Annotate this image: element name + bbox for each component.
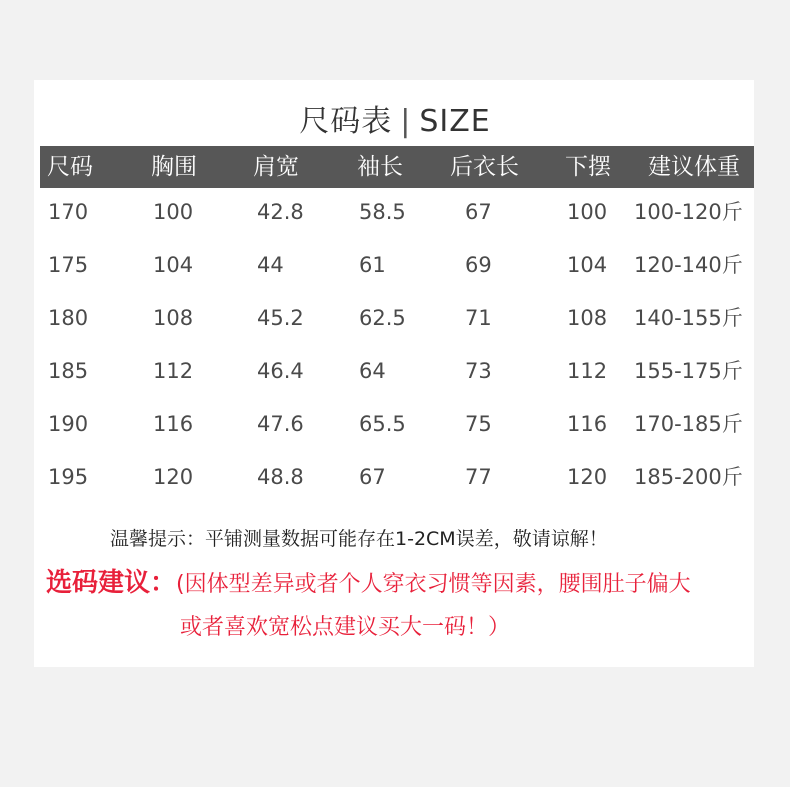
table-cell: 46.4 xyxy=(257,359,304,383)
table-cell: 190 xyxy=(48,412,89,436)
table-cell: 140-155斤 xyxy=(634,306,743,330)
table-cell: 112 xyxy=(567,359,608,383)
header-shoulder: 肩宽 xyxy=(253,154,299,180)
table-cell: 71 xyxy=(465,306,492,330)
table-cell: 120 xyxy=(153,465,194,489)
table-cell: 42.8 xyxy=(257,200,304,224)
table-cell: 100 xyxy=(153,200,194,224)
table-cell: 69 xyxy=(465,253,492,277)
table-cell: 155-175斤 xyxy=(634,359,743,383)
table-cell: 62.5 xyxy=(359,306,406,330)
table-cell: 104 xyxy=(153,253,194,277)
table-cell: 195 xyxy=(48,465,89,489)
table-cell: 170 xyxy=(48,200,89,224)
table-cell: 47.6 xyxy=(257,412,304,436)
table-cell: 185 xyxy=(48,359,89,383)
size-chart-title xyxy=(0,96,790,140)
table-cell: 100 xyxy=(567,200,608,224)
header-weight: 建议体重 xyxy=(648,154,740,180)
header-back-length: 后衣长 xyxy=(450,154,519,180)
table-cell: 67 xyxy=(359,465,386,489)
table-cell: 116 xyxy=(153,412,194,436)
sizing-advice-line1: (因体型差异或者个人穿衣习惯等因素，腰围肚子偏大 xyxy=(176,572,691,597)
table-cell: 44 xyxy=(257,253,284,277)
title-separator: | xyxy=(400,104,412,139)
title-cn: 尺码表 xyxy=(299,104,393,139)
table-cell: 175 xyxy=(48,253,89,277)
table-cell: 64 xyxy=(359,359,386,383)
header-sleeve: 袖长 xyxy=(357,154,403,180)
table-cell: 108 xyxy=(567,306,608,330)
table-cell: 61 xyxy=(359,253,386,277)
table-cell: 104 xyxy=(567,253,608,277)
table-cell: 120 xyxy=(567,465,608,489)
title-en: SIZE xyxy=(419,104,491,139)
table-cell: 65.5 xyxy=(359,412,406,436)
table-cell: 116 xyxy=(567,412,608,436)
table-cell: 77 xyxy=(465,465,492,489)
header-size: 尺码 xyxy=(47,154,93,180)
table-cell: 75 xyxy=(465,412,492,436)
table-cell: 112 xyxy=(153,359,194,383)
table-cell: 48.8 xyxy=(257,465,304,489)
table-cell: 45.2 xyxy=(257,306,304,330)
table-cell: 120-140斤 xyxy=(634,253,743,277)
header-chest: 胸围 xyxy=(151,154,197,180)
header-hem: 下摆 xyxy=(565,154,611,180)
sizing-advice-line2: 或者喜欢宽松点建议买大一码！） xyxy=(180,615,511,640)
table-cell: 185-200斤 xyxy=(634,465,743,489)
table-cell: 58.5 xyxy=(359,200,406,224)
table-cell: 100-120斤 xyxy=(634,200,743,224)
table-cell: 108 xyxy=(153,306,194,330)
table-cell: 67 xyxy=(465,200,492,224)
sizing-advice xyxy=(46,562,691,599)
table-cell: 180 xyxy=(48,306,89,330)
sizing-advice-label: 选码建议： xyxy=(46,568,177,598)
table-cell: 73 xyxy=(465,359,492,383)
measurement-tip: 温馨提示：平铺测量数据可能存在1-2CM误差，敬请谅解！ xyxy=(110,528,608,550)
table-cell: 170-185斤 xyxy=(634,412,743,436)
